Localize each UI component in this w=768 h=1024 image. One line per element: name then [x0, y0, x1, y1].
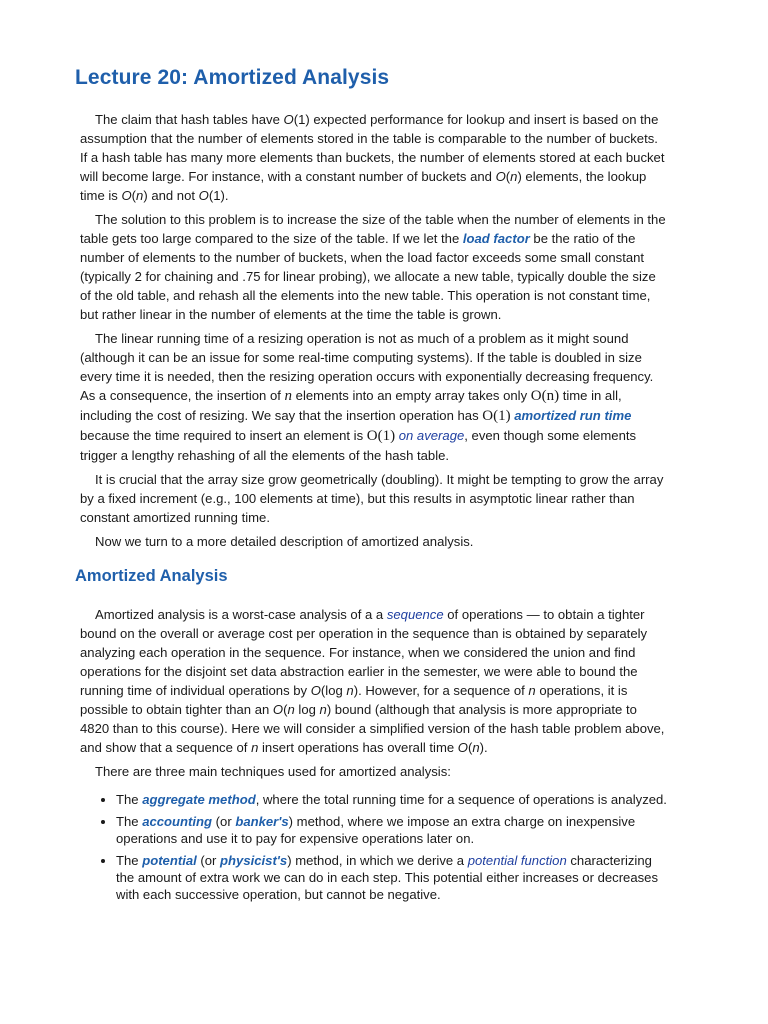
term-on-average: on average — [398, 428, 465, 443]
paragraph-techniques-intro: There are three main techniques used for amortized analysis: — [95, 764, 451, 779]
list-item-aggregate: • The aggregate method, where the total running time for a sequence of operations is analyzed. — [116, 791, 668, 808]
paragraph-hash-performance: The claim that hash tables have O(1) expected performance for lookup and insert is based on the assumption that the number of elements stored in the table is comparable to the number of buckets. If a hash table has many more elements than buckets, the number of elements stored at each bucket will become large. For instance, with a constant number of buckets and O(n) elements, the lookup time is O(n) and not O(1). — [80, 112, 665, 203]
term-potential-function: potential function — [467, 853, 567, 868]
term-load-factor: load factor — [462, 231, 530, 246]
section-heading: Amortized Analysis — [75, 567, 228, 585]
paragraph-amortized-definition: Amortized analysis is a worst-case analysis of a a sequence of operations — to obtain a tighter bound on the overall or average cost per operation in the sequence than is obtained by separately analyzing each operation in the sequence. For instance, when we considered the union and find operations for the disjoint set data abstraction earlier in the semester, we were able to bound the running time of individual operations by O(log n). However, for a sequence of n operations, it is possible to obtain tighter than an O(n log n) bound (although that analysis is more appropriate to 4820 than to this course). Here we will consider a simplified version of the hash table problem above, and show that a sequence of n insert operations has overall time O(n). — [80, 607, 665, 755]
term-aggregate-method: aggregate method — [142, 792, 256, 807]
paragraph-resizing: The linear running time of a resizing operation is not as much of a problem as it might sound (although it can be an issue for some real-time computing systems). If the table is doubled in size every time it is needed, then the resizing operation occurs with exponentially decreasing frequency. As a consequence, the insertion of n elements into an empty array takes only O(n) time in all, including the cost of resizing. We say that the insertion operation has O(1) amortized run time because the time required to insert an element is O(1) on average, even though some elements trigger a lengthy rehashing of all the elements of the hash table. — [80, 331, 654, 463]
term-accounting: accounting — [142, 814, 213, 829]
paragraph-geometric-growth: It is crucial that the array size grow geometrically (doubling). It might be tempting to grow the array by a fixed increment (e.g., 100 elements at time), but this results in asymptotic linear rather than constant amortized running time. — [80, 472, 664, 525]
list-item-potential: • The potential (or physicist's) method, in which we derive a potential function characterizing the amount of extra work we can do in each step. This potential either increases or decreases with each successive operation, but cannot be negative. — [116, 852, 668, 903]
term-sequence: sequence — [386, 607, 444, 622]
term-amortized-run-time: amortized run time — [514, 408, 632, 423]
list-item-accounting: • The accounting (or banker's) method, where we impose an extra charge on inexpensive operations and use it to pay for expensive operations later on. — [116, 813, 668, 847]
paragraph-transition: Now we turn to a more detailed description of amortized analysis. — [95, 534, 474, 549]
term-potential: potential — [142, 853, 197, 868]
page-title: Lecture 20: Amortized Analysis — [75, 66, 390, 89]
term-physicists: physicist's — [220, 853, 288, 868]
term-bankers: banker's — [235, 814, 289, 829]
techniques-list — [80, 791, 668, 903]
section-body — [75, 605, 668, 903]
paragraph-load-factor: The solution to this problem is to increase the size of the table when the number of elements in the table gets too large compared to the size of the table. If we let the load factor be the ratio of the number of elements to the number of buckets, when the load factor exceeds some small constant (typically 2 for chaining and .75 for linear probing), we allocate a new table, typically double the size of the old table, and rehash all the elements into the new table. This operation is not constant time, but rather linear in the number of elements at the time the table is grown. — [80, 212, 666, 322]
document-body — [75, 110, 668, 551]
